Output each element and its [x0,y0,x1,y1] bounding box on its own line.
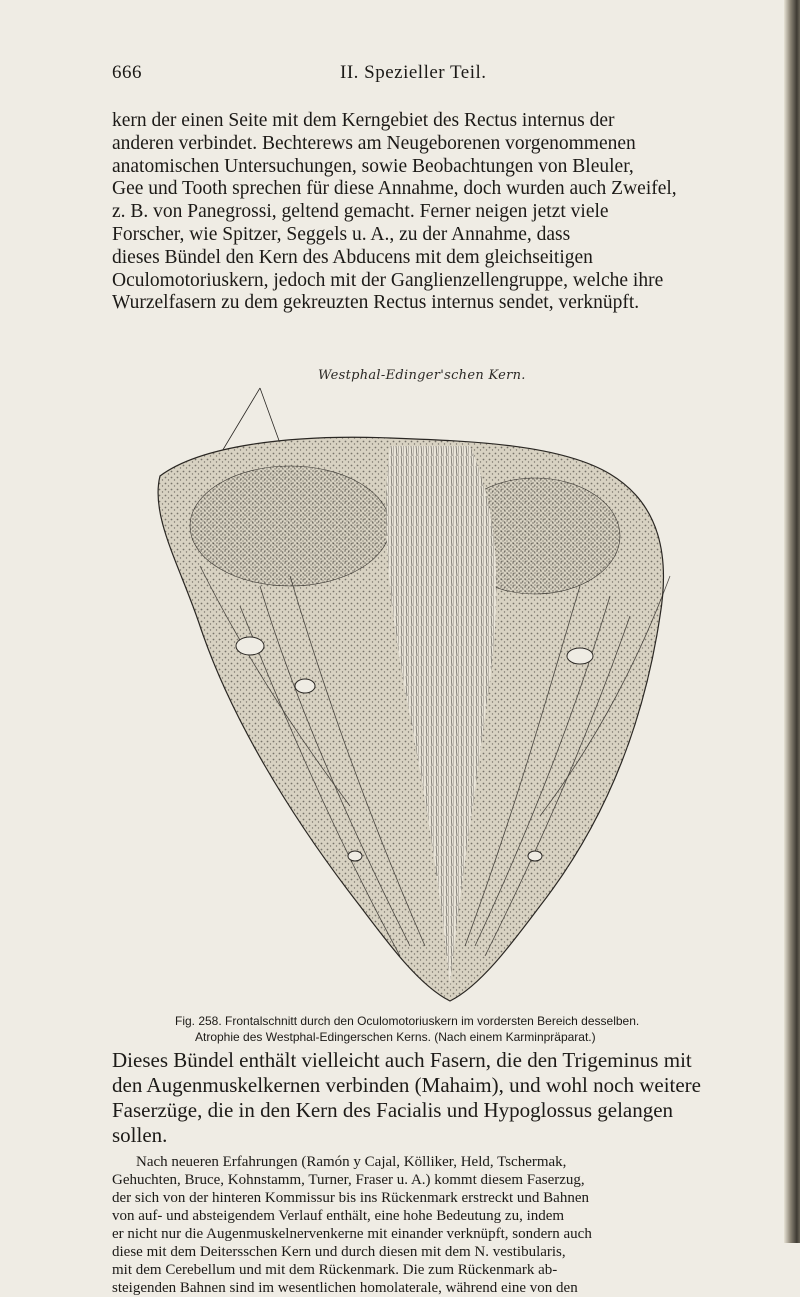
text-line: Wurzelfasern zu dem gekreuzten Rectus internus sendet, verknüpft. [112,292,640,314]
text-line: dieses Bündel den Kern des Abducens mit dem gleichseitigen [112,246,593,268]
text-line: anatomischen Untersuchungen, sowie Beobachtungen von Bleuler, [112,155,634,177]
text-line: Gee und Tooth sprechen für diese Annahme, doch wurden auch Zweifel, [112,178,677,200]
text-line: steigenden Bahnen sind im wesentlichen homolaterale, während eine von den [112,1280,578,1296]
text-line: den Augenmuskelkernen verbinden (Mahaim), und wohl noch weitere [112,1073,701,1097]
text-line: Nach neueren Erfahrungen (Ramón y Cajal, Kölliker, Held, Tschermak, [136,1154,567,1170]
text-line: sollen. [112,1123,168,1147]
paragraph-small-print [112,1153,767,1297]
text-line: der sich von der hinteren Kommissur bis ins Rückenmark erstreckt und Bahnen [112,1190,589,1206]
page-number: 666 [112,62,142,83]
caption-line: Atrophie des Westphal-Edingerschen Kerns. (Nach einem Karminpräparat.) [195,1030,596,1044]
paragraph-top [112,110,762,315]
text-line: kern der einen Seite mit dem Kerngebiet des Rectus internus der [112,110,615,131]
text-line: er nicht nur die Augenmuskelnervenkerne mit einander verknüpft, sondern auch [112,1226,592,1242]
handwritten-label: Westphal-Edinger'schen Kern. [318,368,526,383]
text-line: diese mit dem Deitersschen Kern und durch diesen mit dem N. vestibularis, [112,1244,566,1260]
histology-illustration [140,386,740,1008]
text-line: Dieses Bündel enthält vielleicht auch Fasern, die den Trigeminus mit [112,1048,692,1072]
text-line: anderen verbindet. Bechterews am Neugeborenen vorgenommenen [112,132,636,154]
text-line: Oculomotoriuskern, jedoch mit der Ganglienzellengruppe, welche ihre [112,269,664,291]
paragraph-main [112,1048,767,1148]
text-line: Gehuchten, Bruce, Kohnstamm, Turner, Fraser u. A.) kommt diesem Faserzug, [112,1172,585,1188]
page-header [112,62,712,88]
running-head: II. Spezieller Teil. [340,62,487,83]
text-line: von auf- und absteigendem Verlauf enthält, eine hohe Bedeutung zu, indem [112,1208,565,1224]
text-line: Faserzüge, die in den Kern des Facialis und Hypoglossus gelangen [112,1098,674,1122]
text-line: z. B. von Panegrossi, geltend gemacht. Ferner neigen jetzt viele [112,201,609,223]
left-nucleus [190,466,390,586]
caption-line: Fig. 258. Frontalschnitt durch den Oculomotoriuskern im vordersten Bereich desselben. [175,1014,640,1028]
page-edge-shadow [784,0,800,1243]
figure-caption [175,1013,735,1045]
text-line: Forscher, wie Spitzer, Seggels u. A., zu der Annahme, dass [112,223,571,245]
figure-258 [140,368,740,1008]
text-line: mit dem Cerebellum und mit dem Rückenmark. Die zum Rückenmark ab- [112,1262,558,1278]
